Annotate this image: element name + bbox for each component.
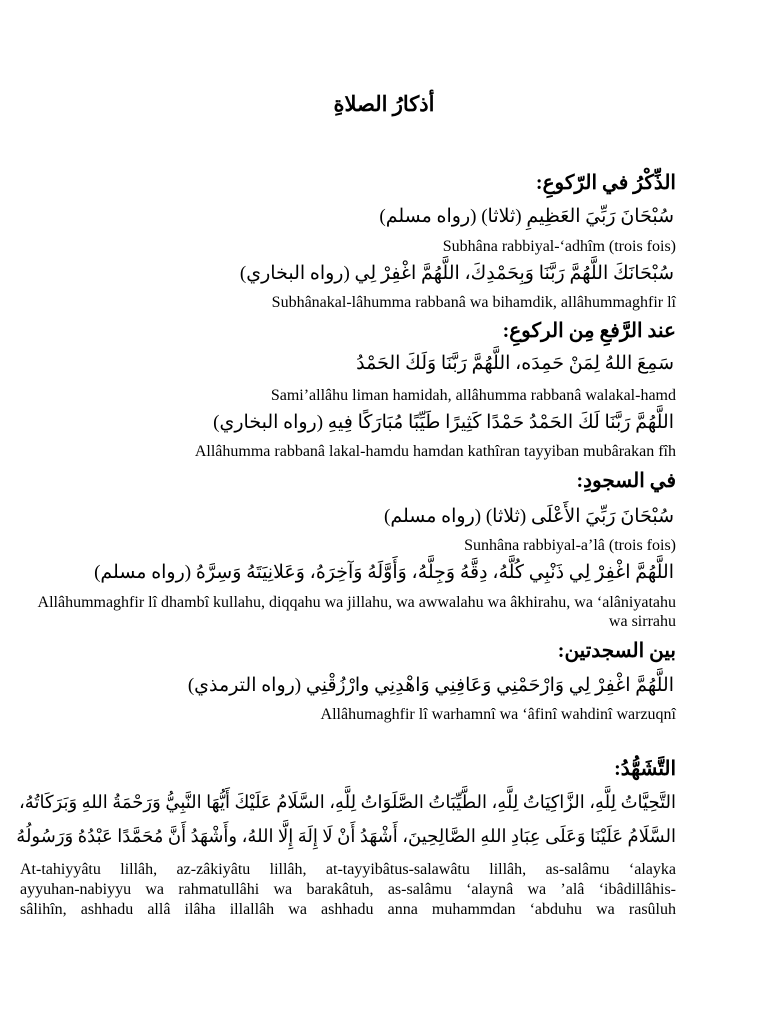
section-heading-tashahhud: التَّشَهُّدُ:	[614, 758, 676, 780]
arabic-line: اللَّهُمَّ اغْفِرْ لِي ذَنْبِي كُلَّهُ، دِقَّهُ وَجِلَّهُ، وَأَوَّلَهُ وَآخِرَهُ، وَعَلانِيَتَهُ وَسِرَّهُ (رواه مسلم)	[94, 562, 674, 583]
transliteration-line: Sunhâna rabbiyal-a’lâ (trois fois)	[464, 537, 676, 554]
arabic-line: التَّحِيَّاتُ لِلَّهِ، الزَّاكِيَاتُ لِلَّهِ، الطَّيِّبَاتُ الصَّلَوَاتُ لِلَّهِ، السَّلَامُ عَلَيْكَ أَيُّهَا النَّبِيُّ وَرَحْمَةُ اللهِ وَبَرَكَاتُهُ،	[19, 792, 676, 812]
section-heading-between-sajdas: بين السجدتين:	[557, 640, 676, 662]
transliteration-line: Sami’allâhu liman hamidah, allâhumma rabbanâ walakal-hamd	[270, 387, 676, 404]
arabic-line: سُبْحَانَ رَبِّيَ العَظِيمِ (ثلاثا) (رواه مسلم)	[379, 206, 674, 227]
arabic-line: اللَّهُمَّ اغْفِرْ لِي وَارْحَمْنِي وَعَافِنِي وَاهْدِنِي وارْزُقْنِي (رواه الترمذي)	[187, 675, 674, 696]
arabic-line: سُبْحَانَ رَبِّيَ الأَعْلَى (ثلاثا) (رواه مسلم)	[384, 506, 674, 527]
arabic-line: السَّلَامُ عَلَيْنَا وَعَلَى عِبَادِ اللهِ الصَّالِحِينَ، أَشْهَدُ أَنْ لَا إِلَهَ إِلَّا اللهُ، وأَشْهَدُ أَنَّ مُحَمَّدًا عَبْدُهُ وَرَسُولُهُ	[16, 826, 676, 846]
transliteration-line: Subhâna rabbiyal-‘adhîm (trois fois)	[442, 238, 676, 255]
transliteration-line: ayyuhan-nabiyyu wa rahmatullâhi wa barakâtuh, as-salâmu ‘alaynâ wa ’alâ ‘ibâdillâhis-	[20, 881, 676, 898]
transliteration-line: Allâhumma rabbanâ lakal-hamdu hamdan kathîran tayyiban mubârakan fîh	[194, 443, 676, 460]
section-heading-ruku: الذِّكْرُ في الرّكوعِ:	[535, 172, 676, 194]
transliteration-line: sâlihîn, ashhadu allâ ilâha illallâh wa ashhadu anna muhammdan ‘abduhu wa rasûluh	[20, 901, 676, 918]
transliteration-line: At-tahiyyâtu lillâh, az-zâkiyâtu lillâh, at-tayyibâtus-salawâtu lillâh, as-salâmu ‘alayka	[20, 861, 676, 878]
section-heading-rising: عند الرَّفعِ مِن الركوعِ:	[502, 320, 676, 342]
page-title: أذكارُ الصلاةِ	[333, 92, 435, 116]
arabic-line: سَمِعَ اللهُ لِمَنْ حَمِدَه، اللَّهُمَّ رَبَّنَا وَلَكَ الحَمْدُ	[356, 353, 674, 374]
arabic-line: سُبْحَانَكَ اللَّهُمَّ رَبَّنَا وَبِحَمْدِكَ، اللَّهُمَّ اغْفِرْ لِي (رواه البخاري)	[239, 263, 674, 284]
arabic-line: اللَّهُمَّ رَبَّنَا لَكَ الحَمْدُ حَمْدًا كَثِيرًا طَيِّبًا مُبَارَكًا فِيهِ (رواه البخاري)	[213, 412, 674, 433]
transliteration-line: Allâhummaghfir lî dhambî kullahu, diqqahu wa jillahu, wa awwalahu wa âkhirahu, wa ‘alâniyatahu wa sirrahu	[37, 594, 676, 630]
section-heading-sujud: في السجودِ:	[576, 470, 676, 492]
transliteration-line: Subhânakal-lâhumma rabbanâ wa bihamdik, allâhummaghfir lî	[271, 294, 676, 311]
transliteration-line: Allâhumaghfir lî warhamnî wa ‘âfinî wahdinî warzuqnî	[320, 706, 676, 723]
